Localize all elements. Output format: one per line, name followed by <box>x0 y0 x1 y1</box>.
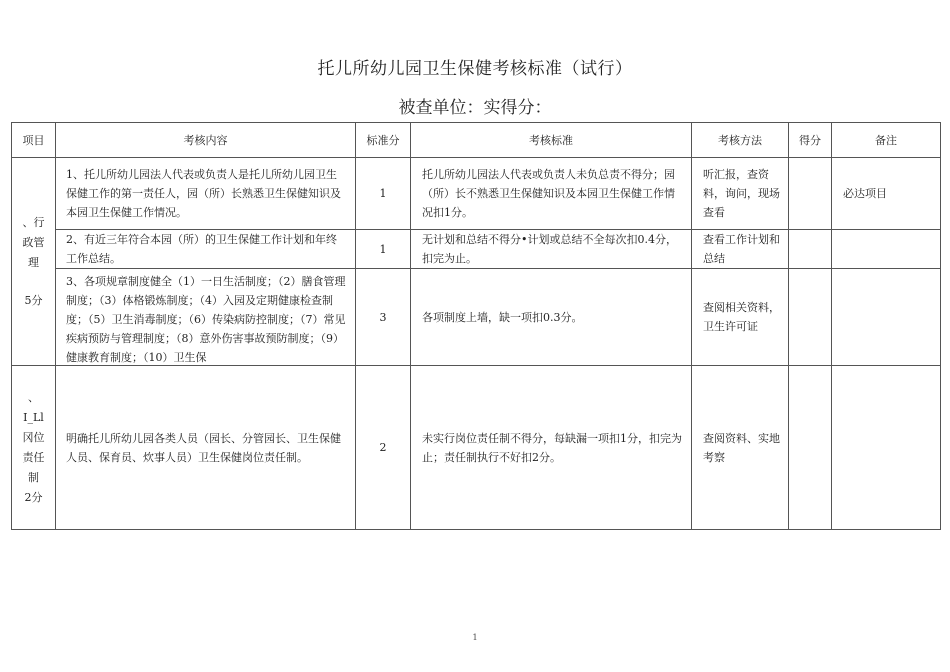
header-criteria: 考核标准 <box>411 123 692 158</box>
header-remarks: 备注 <box>832 123 941 158</box>
remarks-cell: 必达项目 <box>832 158 941 230</box>
table-row <box>12 230 941 269</box>
standard-score-cell: 2 <box>356 366 411 530</box>
content-cell: 2、有近三年符合本园（所）的卫生保健工作计划和年终工作总结。 <box>56 230 356 269</box>
method-cell: 查阅相关资料，卫生许可证 <box>692 269 789 366</box>
table-row <box>12 366 941 530</box>
standard-score-cell: 1 <box>356 158 411 230</box>
section-label-admin: 、行 政管 理 5分 <box>12 158 56 366</box>
method-cell: 听汇报，查资料，询问，现场查看 <box>692 158 789 230</box>
standard-score-cell: 1 <box>356 230 411 269</box>
method-cell: 查阅资料、实地考察 <box>692 366 789 530</box>
method-cell: 查看工作计划和总结 <box>692 230 789 269</box>
score-cell[interactable] <box>789 158 832 230</box>
section-label-responsibility: 、 I_Ll 冈位 责任 制 2分 <box>12 366 56 530</box>
score-cell[interactable] <box>789 269 832 366</box>
remarks-cell <box>832 269 941 366</box>
inspected-unit-line: 被查单位：实得分： <box>398 98 552 118</box>
table-row <box>12 158 941 230</box>
standard-score-cell: 3 <box>356 269 411 366</box>
table-row <box>12 269 941 366</box>
score-cell[interactable] <box>789 366 832 530</box>
criteria-cell: 各项制度上墙，缺一项扣0.3分。 <box>411 269 692 366</box>
score-cell[interactable] <box>789 230 832 269</box>
header-standard-score: 标准分 <box>356 123 411 158</box>
assessment-table <box>11 122 941 530</box>
header-item: 项目 <box>12 123 56 158</box>
content-cell <box>56 269 356 366</box>
criteria-cell: 托儿所幼儿园法人代表或负责人未负总责不得分；园（所）长不熟悉卫生保健知识及本园卫生保健工作情况扣1分。 <box>411 158 692 230</box>
remarks-cell <box>832 230 941 269</box>
table-header-row <box>12 123 941 158</box>
header-method: 考核方法 <box>692 123 789 158</box>
page-title: 托儿所幼儿园卫生保健考核标准（试行） <box>317 59 633 79</box>
page-number: 1 <box>472 633 478 642</box>
header-content: 考核内容 <box>56 123 356 158</box>
content-cell: 1、托儿所幼儿园法人代表或负责人是托儿所幼儿园卫生保健工作的第一责任人，园（所）长熟悉卫生保健知识及本园卫生保健工作情况。 <box>56 158 356 230</box>
header-score: 得分 <box>789 123 832 158</box>
content-cell: 明确托儿所幼儿园各类人员（园长、分管园长、卫生保健人员、保育员、炊事人员）卫生保健岗位责任制。 <box>56 366 356 530</box>
criteria-cell: 未实行岗位责任制不得分，每缺漏一项扣1分，扣完为止；责任制执行不好扣2分。 <box>411 366 692 530</box>
content-text: 3、各项规章制度健全（1）一日生活制度；（2）膳食管理制度；（3）体格锻炼制度；（4）入园及定期健康检查制度；（5）卫生消毒制度；（6）传染病防控制度；（7）常见疾病预防与管理制度；（8）意外伤害事故预防制度；（9）健康教育制度；（10）卫生保 <box>66 274 346 364</box>
criteria-cell: 无计划和总结不得分•计划或总结不全每次扣0.4分，扣完为止。 <box>411 230 692 269</box>
remarks-cell <box>832 366 941 530</box>
